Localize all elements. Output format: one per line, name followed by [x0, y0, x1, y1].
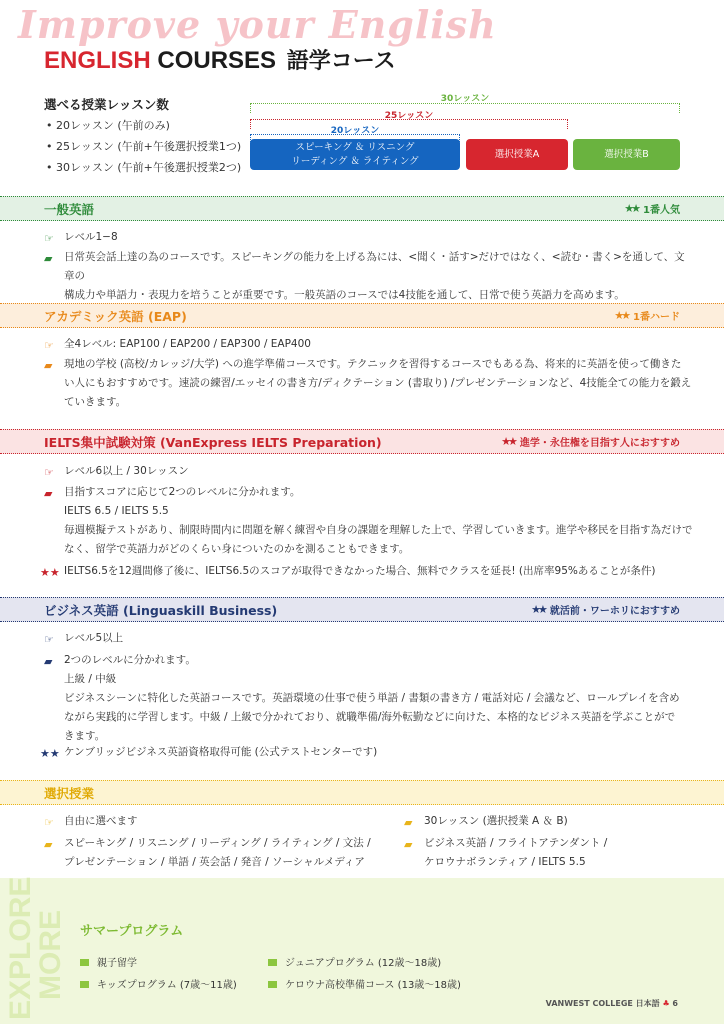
stars-icon: ★★	[531, 603, 545, 616]
summer-item-junior: ジュニアプログラム (12歳〜18歳)	[268, 954, 441, 969]
page-title	[44, 44, 396, 75]
ielts-description: ▰ 目指すスコアに応じて2つのレベルに分かれます。 IELTS 6.5 / IELTS 5.5 毎週模擬テストがあり、制限時間内に問題を解く練習や自身の課題を理解した上で、学習していきます。進学や移民を目指す為だけで なく、留学で英語力がどのくらい身についたのかを測ることもできます。	[44, 486, 693, 555]
business-description: ▰ 2つのレベルに分かれます。 上級 / 中級 ビジネスシーンに特化した英語コースです。英語環境の仕事で使う単語 / 書類の書き方 / 電話対応 / 会議など、ロールプレイを含め ながら実践的に学習します。中級 / 上級で分かれており、就職準備/海外転勤などに向けた、本格的なビジネス英語を学ぶことがで きます。	[44, 654, 680, 742]
book-icon: ▰	[404, 816, 413, 829]
title-courses: COURSES	[157, 47, 277, 74]
maple-leaf-icon: ♣	[662, 999, 670, 1008]
section-ielts	[0, 429, 724, 454]
lesson-option-30: • 30レッスン (午前+午後選択授業2つ)	[46, 161, 242, 174]
book-icon: ▰	[44, 838, 53, 851]
title-japanese: 語学コース	[286, 49, 396, 74]
section-business	[0, 597, 724, 622]
pointing-hand-icon: ☞	[44, 466, 54, 479]
summer-program-title: サマープログラム	[80, 924, 184, 939]
decorative-script-title: Improve your English	[18, 2, 497, 47]
summer-item-kids: キッズプログラム (7歳〜11歳)	[80, 976, 237, 991]
book-icon: ▰	[44, 487, 53, 500]
more-watermark: MORE	[34, 910, 67, 1000]
section-business-tag: ★★ 就活前・ワーホリにおすすめ	[531, 603, 680, 617]
footer-college: VANWEST COLLEGE 日本語 ♣ 6	[545, 999, 678, 1008]
stars-icon: ★★	[40, 747, 60, 760]
section-ielts-title: IELTS集中試験対策 (VanExpress IELTS Preparation)	[44, 434, 382, 450]
section-business-title: ビジネス英語 (Linguaskill Business)	[44, 602, 278, 618]
book-icon: ▰	[404, 838, 413, 851]
electives-subjects: ▰ スピーキング / リスニング / リーディング / ライティング / 文法 / プレゼンテーション / 単語 / 英会話 / 発音 / ソーシャルメディア	[44, 837, 371, 868]
box-elective-a: 選択授業A	[466, 139, 568, 170]
stars-icon: ★★	[40, 566, 60, 579]
bracket-label-30: 30レッスン	[440, 94, 490, 104]
pointing-hand-icon: ☞	[44, 816, 54, 829]
eap-description: ▰ 現地の学校 (高校/カレッジ/大学) への進学準備コースです。テクニックを習得するコースでもある為、将来的に英語を使って働きた い人にもおすすめです。速読の練習/エッセイの書き方/ディクテーション (書取り) /プレゼンテーションなど、4技能全ての能力を鍛え ていきます。	[44, 358, 692, 408]
stars-icon: ★★	[614, 309, 629, 322]
box-core-skills: スピーキング ＆ リスニング リーディング ＆ ライティング	[250, 139, 460, 170]
stars-icon: ★★	[624, 202, 639, 215]
box-elective-b: 選択授業B	[573, 139, 680, 170]
section-electives	[0, 780, 724, 805]
section-general-tag: ★★ 1番人気	[624, 202, 680, 216]
section-electives-title: 選択授業	[44, 785, 95, 801]
pointing-hand-icon: ☞	[44, 232, 54, 245]
section-eap-title: アカデミック英語 (EAP)	[44, 308, 187, 324]
stars-icon: ★★	[501, 435, 515, 448]
section-eap-tag: ★★ 1番ハード	[614, 309, 680, 323]
book-icon: ▰	[44, 655, 53, 668]
book-icon: ▰	[44, 359, 53, 372]
lesson-count-title: 選べる授業レッスン数	[44, 97, 169, 112]
page-number: 6	[672, 999, 678, 1008]
pointing-hand-icon: ☞	[44, 633, 54, 646]
electives-special-subjects: ▰ ビジネス英語 / フライトアテンダント / ケロウナボランティア / IELTS 5.5	[404, 837, 608, 868]
summer-item-kelowna-high: ケロウナ高校準備コース (13歳〜18歳)	[268, 976, 461, 991]
section-general-english	[0, 196, 724, 221]
section-eap	[0, 303, 724, 328]
section-general-title: 一般英語	[44, 201, 95, 217]
bracket-label-20: 20レッスン	[330, 126, 380, 136]
lesson-option-25: • 25レッスン (午前+午後選択授業1つ)	[46, 140, 242, 153]
summer-item-parent-child: 親子留学	[80, 954, 137, 969]
bracket-label-25: 25レッスン	[384, 111, 434, 121]
explore-watermark: EXPLORE	[4, 876, 37, 1020]
section-ielts-tag: ★★ 進学・永住権を目指す人におすすめ	[501, 435, 680, 449]
book-icon: ▰	[44, 252, 53, 265]
pointing-hand-icon: ☞	[44, 339, 54, 352]
lesson-option-20: • 20レッスン (午前のみ)	[46, 119, 170, 132]
title-english: ENGLISH	[44, 47, 151, 74]
general-description: ▰ 日常英会話上達の為のコースです。スピーキングの能力を上げる為には、<聞く・話す>だけではなく、<読む・書く>を通して、文章の 構成力や単語力・表現力を培うことが重要です。一般英語のコースでは4技能を通して、日常で使う英語力を高めます。	[44, 251, 685, 301]
